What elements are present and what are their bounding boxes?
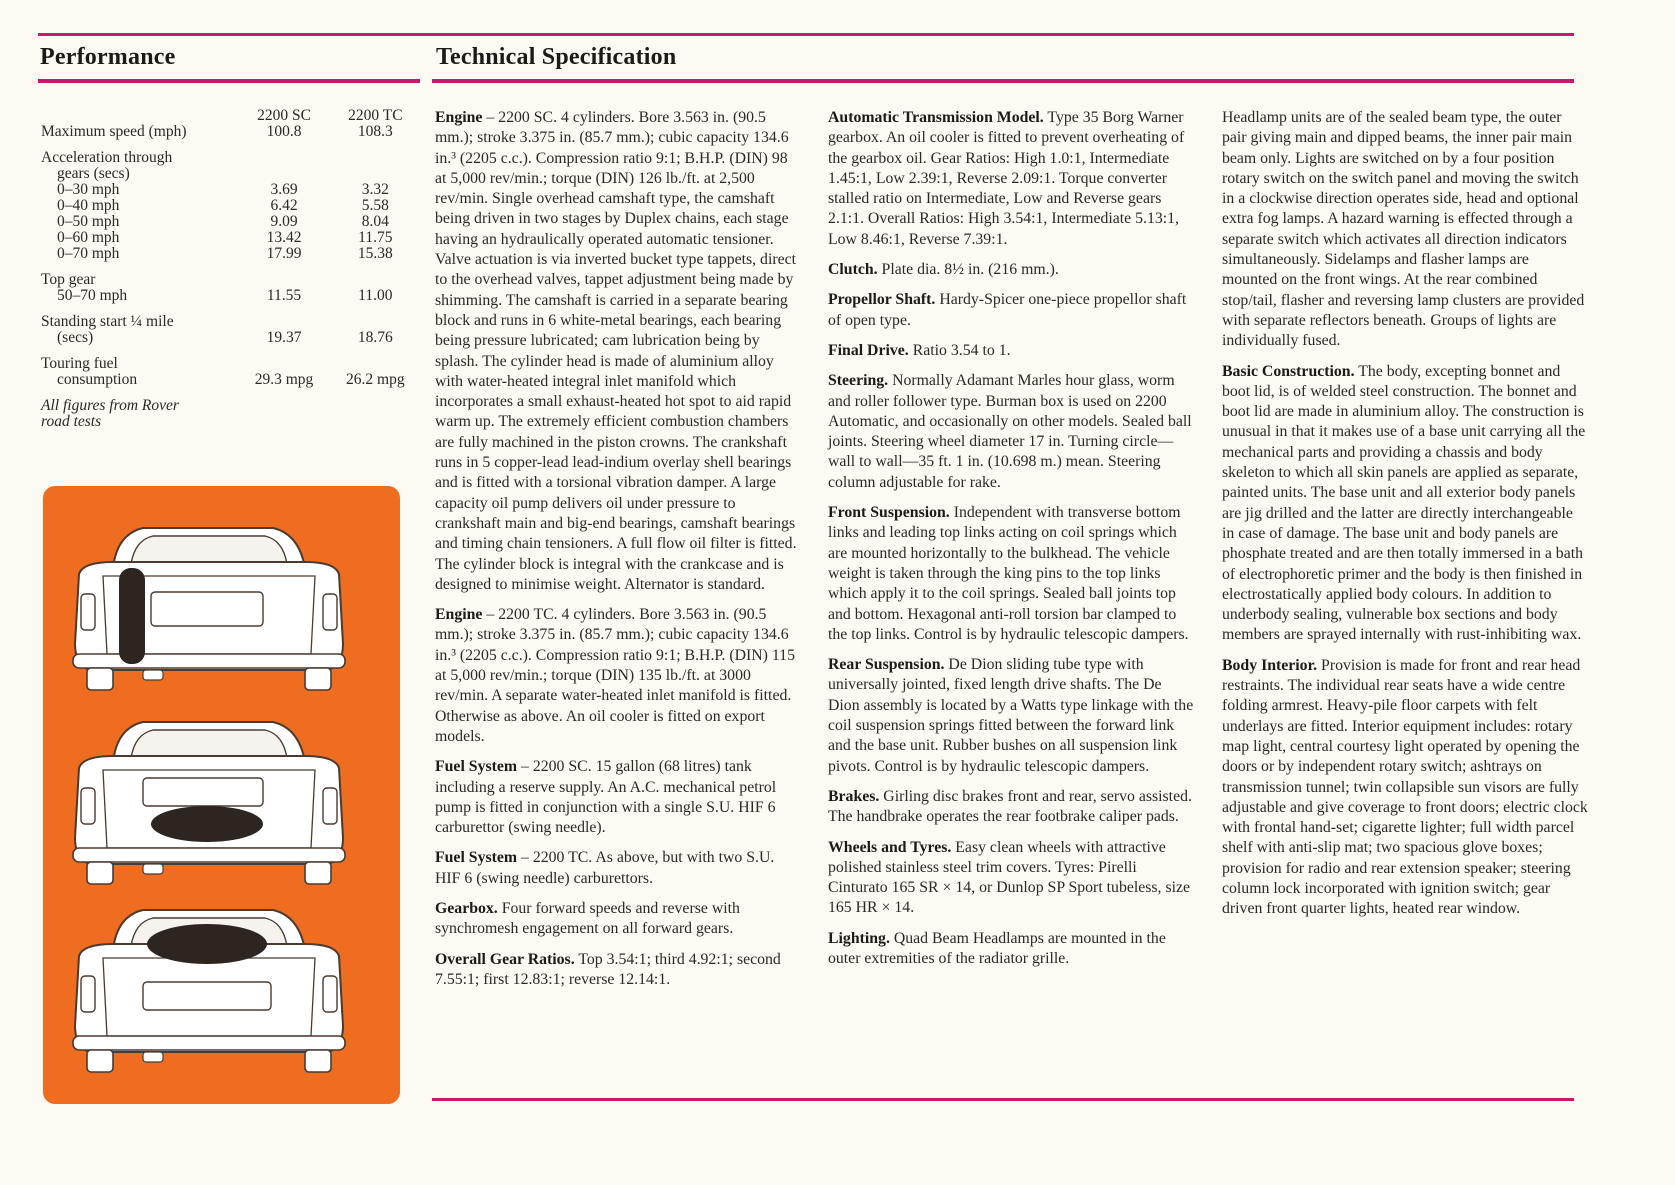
- spec-heading: Engine: [435, 606, 483, 624]
- spec-text: Independent with transverse bottom links and leading top links acting on coil springs which are mounted horizontally to the bulkhead. The vehicle weight is taken through the king pins to the top links which apply it to the coil springs. Sealed ball joints top and bottom. Hexagonal anti-roll torsion bar clamped to the top links. Control is by hydraulic telescopic dampers.: [828, 504, 1189, 643]
- spec-text: Four forward speeds and reverse with synchromesh engagement on all forward gears.: [435, 899, 740, 938]
- spec-paragraph: [828, 655, 1194, 777]
- spec-title-rule: [432, 79, 1574, 83]
- spec-column-2: [828, 108, 1194, 979]
- table-row: (secs) 19.37 18.76: [57, 329, 393, 346]
- spec-text: The body, excepting bonnet and boot lid, is of welded steel construction. The bonnet and boot lid are made in aluminium alloy. The construction is unusual in that it makes use of a base unit carrying all the mechanical parts and providing a chassis and body skeleton to which all skin panels are applied as separate, painted units. The base unit and all exterior body panels are jig drilled and the latter are directly interchangeable in case of damage. The base unit and body panels are phosphate treated and are then totally immersed in a bath of electrophoretic primer and the body is then finished in electrostatically applied body colours. In addition to underbody sealing, vulnerable box sections and body members are sprayed internally with rust-inhibiting wax.: [1222, 362, 1586, 644]
- table-row: 0–30 mph 3.69 3.32: [57, 181, 389, 198]
- spec-paragraph: [828, 838, 1194, 919]
- spec-heading: Front Suspension.: [828, 504, 950, 522]
- spec-paragraph: Fuel System – 2200 TC. As above, but with two S.U. HIF 6 (swing needle) carburettors.: [435, 849, 775, 887]
- header-2200sc: 2200 SC: [257, 107, 311, 124]
- table-row: 0–70 mph 17.99 15.38: [57, 245, 393, 262]
- table-row: Acceleration through: [41, 149, 173, 166]
- spec-column-3: [1222, 108, 1588, 930]
- car-illustration-panel: [43, 486, 400, 1104]
- performance-note: All figures from Rover road tests: [41, 397, 179, 430]
- spare-wheel-icon: [147, 924, 267, 964]
- spec-heading: Wheels and Tyres.: [828, 838, 952, 856]
- spec-text: Provision is made for front and rear head restraints. The individual rear seats have a wide centre folding armrest. Heavy-pile floor carpets with felt underlays are fitted. Interior equipment includes: rotary map light, central courtesy light operated by opening the doors or by independent rotary switch; ashtrays on transmission tunnel; twin collapsible sun visors are fully adjustable and give coverage to front doors; electric clock with frontal hand-set; cigarette lighter; full width parcel shelf with anti-slip mat; two spacious glove boxes; provision for radio and rear extension speaker; steering column lock incorporated with ignition switch; gear driven front quarter lights, heated rear window.: [1222, 656, 1588, 918]
- spec-title: Technical Specification: [436, 44, 677, 70]
- spec-heading: Fuel System: [435, 758, 518, 776]
- table-row: 0–60 mph 13.42 11.75: [57, 229, 393, 246]
- spec-heading: Body Interior.: [1222, 656, 1318, 674]
- spec-column-1: [435, 108, 801, 1000]
- spec-paragraph: Engine – 2200 SC. 4 cylinders. Bore 3.563 in. (90.5 mm.); stroke 3.375 in. (85.7 mm.); cubic capacity 134.6 in.³ (2205 c.c.). Compression ratio 9:1; B.H.P. (DIN) 98 at 5,000 rev/min.; torque (DIN) 126 lb./ft. at 2,500 rev/min. Single overhead camshaft type, the camshaft being driven in two stages by Duplex chains, each stage having an hydraulically operated automatic tensioner. Valve actuation is via inverted bucket type tappets, direct to the overhead valves, tappet adjustment being made by shimming. The camshaft is carried in a separate bearing block and runs in 6 white-metal bearings, each bearing being pressure lubricated; cam lubrication being by splash. The cylinder head is made of aluminium alloy with water-heated integral inlet manifold which incorporates a small exhaust-heated hot spot to aid rapid warm up. The extremely efficient combustion chambers are fully machined in the piston crowns. The crankshaft runs in 5 copper-lead lead-indium overlay shell bearings and is fitted with a torsional vibration damper. A large capacity oil pump delivers oil under pressure to crankshaft main and big-end bearings, camshaft bearings and timing chain tensioners. A full flow oil filter is fitted. The cylinder block is integral with the crankcase and is designed to minimise weight. Alternator is standard.: [435, 109, 797, 593]
- spec-paragraph: [828, 787, 1194, 828]
- spare-wheel-icon: [119, 568, 145, 664]
- spec-paragraph: [1222, 362, 1588, 646]
- spec-text: Type 35 Borg Warner gearbox. An oil cooler is fitted to prevent overheating of the gearbox oil. Gear Ratios: High 1.0:1, Intermediate 1.45:1, Low 2.39:1, Reverse 2.09:1. Torque converter stalled ratio on Intermediate, Low and Reverse gears 2.1:1. Overall Ratios: High 3.54:1, Intermediate 5.13:1, Low 8.46:1, Reverse 7.39:1.: [828, 109, 1185, 248]
- table-row: Standing start ¼ mile: [41, 313, 174, 330]
- spec-text: Normally Adamant Marles hour glass, worm and roller follower type. Burman box is used on 2200 Automatic, and occasionally on other models. Sealed ball joints. Steering wheel diameter 17 in. Turning circle—wall to wall—35 ft. 1 in. (10.698 m.) mean. Steering column adjustable for rake.: [828, 372, 1192, 491]
- spec-text: De Dion sliding tube type with universally jointed, fixed length drive shafts. The De Dion assembly is located by a Watts type linkage with the coil suspension springs fitted between the forward link and the base unit. Rubber bushes on all suspension link pivots. Control is by hydraulic telescopic dampers.: [828, 656, 1194, 775]
- header-2200tc: 2200 TC: [348, 107, 403, 124]
- spec-paragraph: [1222, 656, 1588, 920]
- spec-heading: Gearbox.: [435, 899, 498, 917]
- table-row: Top gear: [41, 271, 96, 288]
- spec-text: Hardy-Spicer one-piece propellor shaft of open type.: [828, 291, 1187, 329]
- spec-heading: Lighting.: [828, 929, 890, 947]
- spec-text: Headlamp units are of the sealed beam type, the outer pair giving main and dipped beams, the inner pair main beam only. Lights are switched on by a four position rotary switch on the switch panel and moving the switch in a clockwise direction operates side, head and optional extra fog lamps. A hazard warning is effected through a separate switch which activates all direction indicators simultaneously. Sidelamps and flasher lamps are mounted on the front wings. At the rear combined stop/tail, flasher and reversing lamp clusters are provided with separate reflectors beneath. Groups of lights are individually fused.: [1222, 109, 1585, 350]
- table-row: 50–70 mph 11.55 11.00: [57, 287, 393, 304]
- car-rear-view-3: [73, 910, 345, 1072]
- table-row: Touring fuel: [41, 355, 118, 372]
- spec-paragraph: Fuel System – 2200 SC. 15 gallon (68 litres) tank including a reserve supply. An A.C. mechanical petrol pump is fitted in conjunction with a single S.U. HIF 6 carburettor (swing needle).: [435, 758, 777, 837]
- top-rule: [38, 33, 1574, 36]
- spec-paragraph: [828, 929, 1194, 970]
- spec-paragraph: [828, 503, 1194, 645]
- spec-heading: Overall Gear Ratios.: [435, 950, 575, 968]
- spec-text: Ratio 3.54 to 1.: [912, 341, 1011, 359]
- spec-heading: Clutch.: [828, 261, 878, 279]
- spec-heading: Fuel System: [435, 849, 518, 867]
- spec-heading: Brakes.: [828, 787, 880, 805]
- spec-heading: Final Drive.: [828, 341, 909, 359]
- spec-paragraph: Engine – 2200 TC. 4 cylinders. Bore 3.563 in. (90.5 mm.); stroke 3.375 in. (85.7 mm.); cubic capacity 134.6 in.³ (2205 c.c.). Compression ratio 9:1; B.H.P. (DIN) 115 at 5,000 rev/min.; torque (DIN) 135 lb./ft. at 3000 rev/min. A separate water-heated inlet manifold is fitted. Otherwise as above. An oil cooler is fitted on export models.: [435, 606, 795, 745]
- bottom-rule: [432, 1098, 1574, 1101]
- spec-paragraph: [435, 899, 801, 940]
- performance-title: Performance: [40, 44, 176, 70]
- spec-text: Easy clean wheels with attractive polished stainless steel trim covers. Tyres: Pirelli Cinturato 165 SR × 14, or Dunlop SP Sport tubeless, size 165 HR × 14.: [828, 838, 1191, 917]
- table-row: Maximum speed (mph) 100.8 108.3: [41, 123, 393, 140]
- spec-text: Girling disc brakes front and rear, servo assisted. The handbrake operates the rear footbrake caliper pads.: [828, 787, 1192, 826]
- spec-text: Top 3.54:1; third 4.92:1; second 7.55:1; first 12.83:1; reverse 12.14:1.: [435, 950, 781, 988]
- spec-paragraph: [828, 290, 1194, 331]
- table-row: 0–50 mph 9.09 8.04: [57, 213, 389, 230]
- spec-heading: Steering.: [828, 372, 889, 390]
- performance-title-rule: [38, 79, 420, 83]
- spec-text: 2200 SC. 15 gallon (68 litres) tank including a reserve supply. An A.C. mechanical petrol pump is fitted in conjunction with a single S.U. HIF 6 carburettor (swing needle).: [435, 758, 777, 837]
- table-row: consumption 29.3 mpg 26.2 mpg: [57, 371, 405, 388]
- spec-paragraph: [828, 371, 1194, 493]
- spec-text: Plate dia. 8½ in. (216 mm.).: [881, 261, 1059, 279]
- car-rear-view-2: [73, 722, 345, 884]
- spec-paragraph: [828, 341, 1194, 361]
- table-row: gears (secs): [57, 165, 130, 182]
- spec-text: 2200 TC. 4 cylinders. Bore 3.563 in. (90.5 mm.); stroke 3.375 in. (85.7 mm.); cubic capacity 134.6 in.³ (2205 c.c.). Compression ratio 9:1; B.H.P. (DIN) 115 at 5,000 rev/min.; torque (DIN) 135 lb./ft. at 3000 rev/min. A separate water-heated inlet manifold is fitted. Otherwise as above. An oil cooler is fitted on export models.: [435, 606, 795, 745]
- spec-paragraph: [1222, 108, 1588, 352]
- spec-heading: Rear Suspension.: [828, 656, 945, 674]
- spec-text: Quad Beam Headlamps are mounted in the outer extremities of the radiator grille.: [828, 929, 1166, 967]
- car-rear-views-illustration: [43, 486, 400, 1104]
- spec-paragraph: [828, 260, 1194, 280]
- spec-paragraph: [435, 950, 801, 991]
- spec-heading: Propellor Shaft.: [828, 291, 936, 309]
- spare-wheel-icon: [151, 806, 263, 842]
- spec-heading: Automatic Transmission Model.: [828, 109, 1044, 126]
- spec-paragraph: [828, 108, 1194, 250]
- spec-heading: Basic Construction.: [1222, 362, 1355, 380]
- spec-text: 2200 TC. As above, but with two S.U. HIF 6 (swing needle) carburettors.: [435, 849, 775, 887]
- performance-table: [41, 108, 421, 430]
- car-rear-view-1: [73, 528, 345, 690]
- table-row: 0–40 mph 6.42 5.58: [57, 197, 389, 214]
- spec-text: 2200 SC. 4 cylinders. Bore 3.563 in. (90.5 mm.); stroke 3.375 in. (85.7 mm.); cubic capacity 134.6 in.³ (2205 c.c.). Compression ratio 9:1; B.H.P. (DIN) 98 at 5,000 rev/min.; torque (DIN) 126 lb./ft. at 2,500 rev/min. Single overhead camshaft type, the camshaft being driven in two stages by Duplex chains, each stage having an hydraulically operated automatic tensioner. Valve actuation is via inverted bucket type tappets, direct to the overhead valves, tappet adjustment being made by shimming. The camshaft is carried in a separate bearing block and runs in 6 white-metal bearings, each bearing being pressure lubricated; cam lubrication being by splash. The cylinder head is made of aluminium alloy with water-heated integral inlet manifold which incorporates a small exhaust-heated hot spot to aid rapid warm up. The extremely efficient combustion chambers are fully machined in the piston crowns. The crankshaft runs in 5 copper-lead lead-indium overlay shell bearings and is fitted with a torsional vibration damper. A large capacity oil pump delivers oil under pressure to crankshaft main and big-end bearings, camshaft bearings and timing chain tensioners. A full flow oil filter is fitted. The cylinder block is integral with the crankcase and is designed to minimise weight. Alternator is standard.: [435, 109, 797, 593]
- spec-heading: Engine: [435, 109, 483, 126]
